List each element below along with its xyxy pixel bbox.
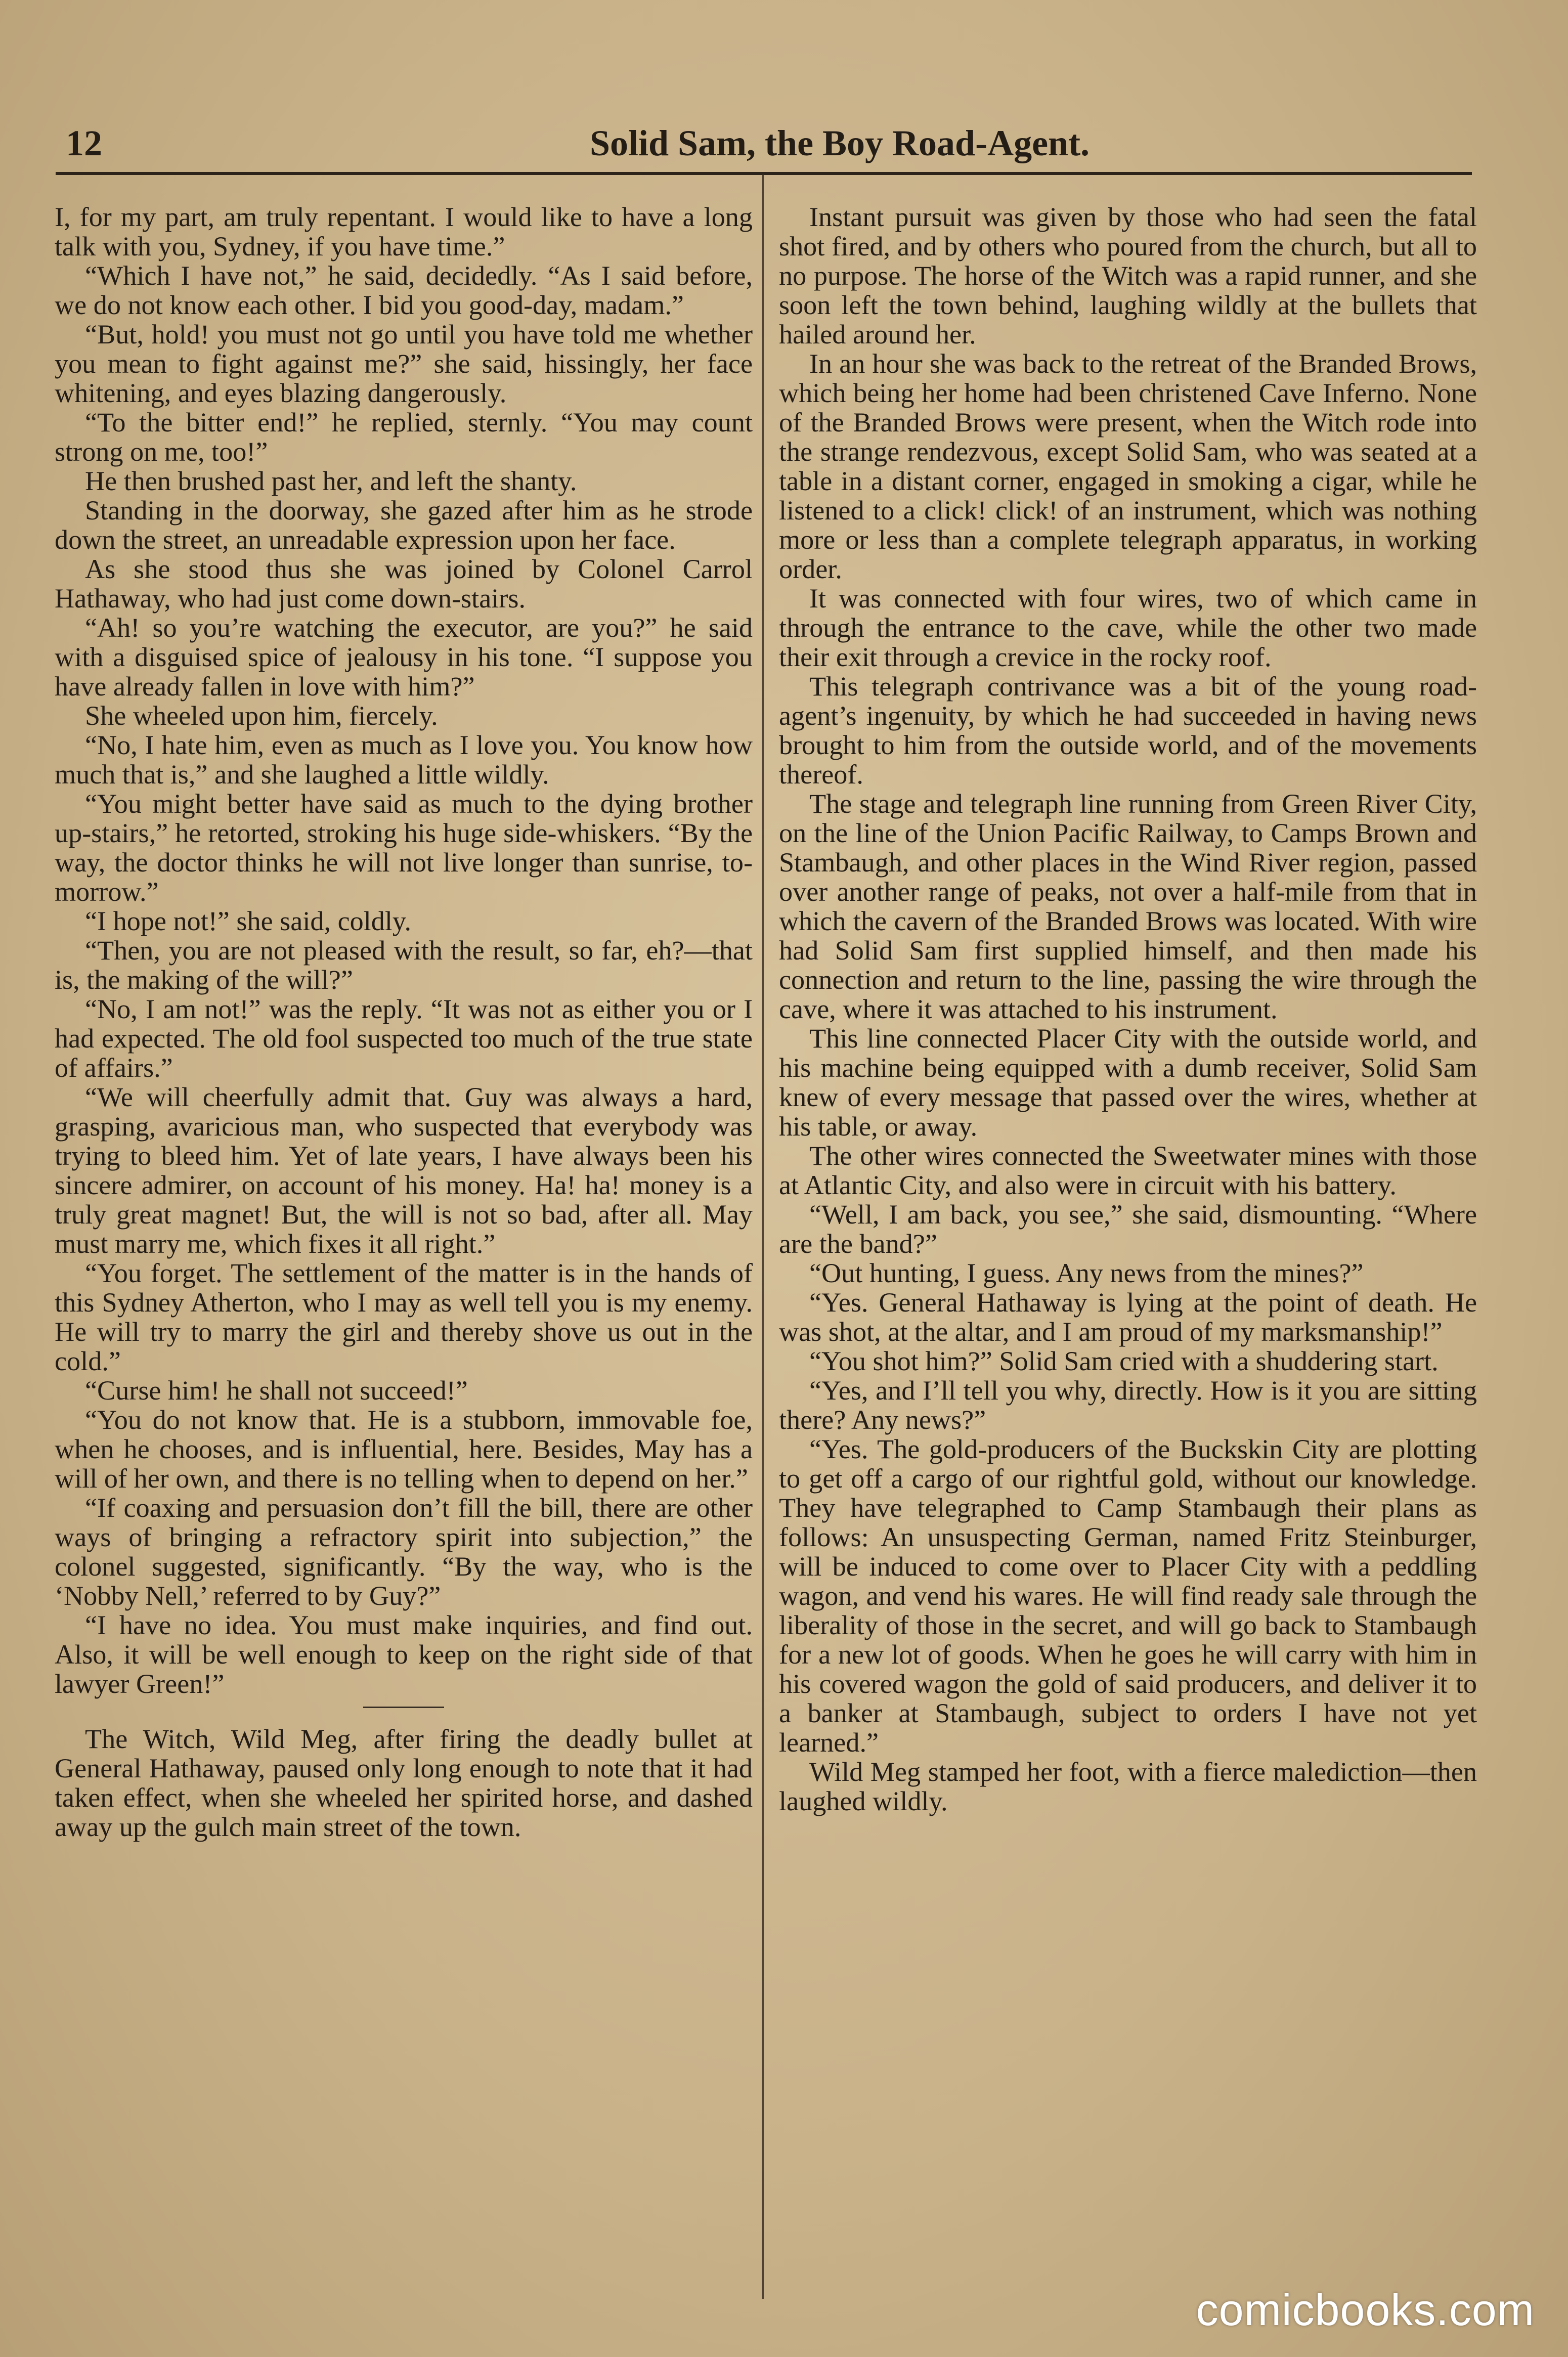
paragraph: The stage and telegraph line running from Green River City, on the line of the Union Pacific Railway, to Camps Brown and Stambaugh, and other places in the Wind River region, passed over another range of peaks, not over a half-mile from that in which the cavern of the Branded Brows was located. With wire had Solid Sam first supplied himself, and then made his connection and return to the line, passing the wire through the cave, where it was attached to his instrument.	[779, 789, 1477, 1024]
running-title: Solid Sam, the Boy Road-Agent.	[589, 123, 1090, 163]
paragraph: “No, I hate him, even as much as I love you. You know how much that is,” and she laughed a little wildly.	[55, 730, 753, 790]
paragraph: Standing in the doorway, she gazed after him as he strode down the street, an unreadable expression upon her face.	[55, 495, 753, 555]
paragraph: “You might better have said as much to the dying brother up-stairs,” he retorted, stroking his huge side-whiskers. “By the way, the doctor thinks he will not live longer than sunrise, to-morrow.”	[55, 789, 753, 907]
scene-break-rule	[363, 1707, 444, 1708]
column-divider	[762, 174, 764, 2299]
paragraph: “We will cheerfully admit that. Guy was always a hard, grasping, avaricious man, who suspected that everybody was trying to bleed him. Yet of late years, I have always been his sincere admirer, on account of his money. Ha! ha! money is a truly great magnet! But, the will is not so bad, after all. May must marry me, which fixes it all right.”	[55, 1082, 753, 1259]
paragraph: “You shot him?” Solid Sam cried with a shuddering start.	[809, 1346, 1439, 1376]
left-column	[55, 202, 753, 1842]
paragraph: The Witch, Wild Meg, after firing the deadly bullet at General Hathaway, paused only long enough to note that it had taken effect, when she wheeled her spirited horse, and dashed away up the gulch main street of the town.	[55, 1724, 753, 1842]
paragraph: It was connected with four wires, two of which came in through the entrance to the cave, while the other two made their exit through a crevice in the rocky roof.	[779, 583, 1477, 672]
paragraph: “You do not know that. He is a stubborn, immovable foe, when he chooses, and is influential, here. Besides, May has a will of her own, and there is no telling when to depend on her.”	[55, 1405, 753, 1494]
paragraph: Instant pursuit was given by those who had seen the fatal shot fired, and by others who poured from the church, but all to no purpose. The horse of the Witch was a rapid runner, and she soon left the town behind, laughing wildly at the bullets that hailed around her.	[779, 202, 1477, 350]
paragraph: Wild Meg stamped her foot, with a fierce malediction—then laughed wildly.	[779, 1757, 1477, 1816]
paragraph: “Which I have not,” he said, decidedly. “As I said before, we do not know each other. I bid you good-day, madam.”	[55, 260, 753, 320]
paragraph: As she stood thus she was joined by Colonel Carrol Hathaway, who had just come down-stairs.	[55, 554, 753, 614]
paragraph: “Ah! so you’re watching the executor, are you?” he said with a disguised spice of jealousy in his tone. “I suppose you have already fallen in love with him?”	[55, 613, 753, 702]
paragraph: “I have no idea. You must make inquiries, and find out. Also, it will be well enough to keep on the right side of that lawyer Green!”	[55, 1610, 753, 1699]
paragraph: “Yes. The gold-producers of the Buckskin City are plotting to get off a cargo of our rightful gold, without our knowledge. They have telegraphed to Camp Stambaugh their plans as follows: An unsuspecting German, named Fritz Steinburger, will be induced to come over to Placer City with a peddling wagon, and vend his wares. He will find ready sale through the liberality of those in the secret, and will go back to Stambaugh for a new lot of goods. When he goes he will carry with him in his covered wagon the gold of said producers, and deliver it to a banker at Stambaugh, subject to orders I have not yet learned.”	[779, 1434, 1477, 1758]
page-header	[56, 116, 1472, 175]
page-number: 12	[66, 123, 102, 163]
paragraph: This telegraph contrivance was a bit of the young road-agent’s ingenuity, by which he had succeeded in having news brought to him from the outside world, and of the movements thereof.	[779, 671, 1477, 790]
paragraph: “But, hold! you must not go until you have told me whether you mean to fight against me?” she said, hissingly, her face whitening, and eyes blazing dangerously.	[55, 319, 753, 408]
paragraph: “Well, I am back, you see,” she said, dismounting. “Where are the band?”	[779, 1199, 1477, 1259]
paragraph: I, for my part, am truly repentant. I would like to have a long talk with you, Sydney, if you have time.”	[55, 202, 753, 261]
paragraph: “You forget. The settlement of the matter is in the hands of this Sydney Atherton, who I may as well tell you is my enemy. He will try to marry the girl and thereby shove us out in the cold.”	[55, 1258, 753, 1376]
site-watermark: comicbooks.com	[1196, 2285, 1535, 2335]
paragraph: “No, I am not!” was the reply. “It was not as either you or I had expected. The old fool suspected too much of the true state of affairs.”	[55, 994, 753, 1083]
paragraph: “To the bitter end!” he replied, sternly. “You may count strong on me, too!”	[55, 407, 753, 467]
paragraph: “Curse him! he shall not succeed!”	[85, 1375, 468, 1406]
paragraph: “I hope not!” she said, coldly.	[85, 906, 412, 936]
paragraph: In an hour she was back to the retreat of the Branded Brows, which being her home had been christened Cave Inferno. None of the Branded Brows were present, when the Witch rode into the strange rendezvous, except Solid Sam, who was seated at a table in a distant corner, engaged in smoking a cigar, while he listened to a click! click! of an instrument, which was nothing more or less than a complete telegraph apparatus, in working order.	[779, 348, 1477, 584]
paragraph: She wheeled upon him, fiercely.	[85, 701, 438, 731]
right-column	[779, 202, 1477, 1816]
paragraph: This line connected Placer City with the outside world, and his machine being equipped with a dumb receiver, Solid Sam knew of every message that passed over the wires, whether at his table, or away.	[779, 1023, 1477, 1142]
paragraph: “If coaxing and persuasion don’t fill the bill, there are other ways of bringing a refractory spirit into subjection,” the colonel suggested, significantly. “By the way, who is the ‘Nobby Nell,’ referred to by Guy?”	[55, 1493, 753, 1611]
paragraph: “Out hunting, I guess. Any news from the mines?”	[809, 1258, 1364, 1288]
paragraph: He then brushed past her, and left the shanty.	[85, 466, 577, 496]
paragraph: “Yes. General Hathaway is lying at the point of death. He was shot, at the altar, and I am proud of my marksmanship!”	[779, 1287, 1477, 1347]
paragraph: The other wires connected the Sweetwater mines with those at Atlantic City, and also were in circuit with his battery.	[779, 1141, 1477, 1200]
paragraph: “Yes, and I’ll tell you why, directly. How is it you are sitting there? Any news?”	[779, 1375, 1477, 1435]
paragraph: “Then, you are not pleased with the result, so far, eh?—that is, the making of the will?”	[55, 935, 753, 995]
